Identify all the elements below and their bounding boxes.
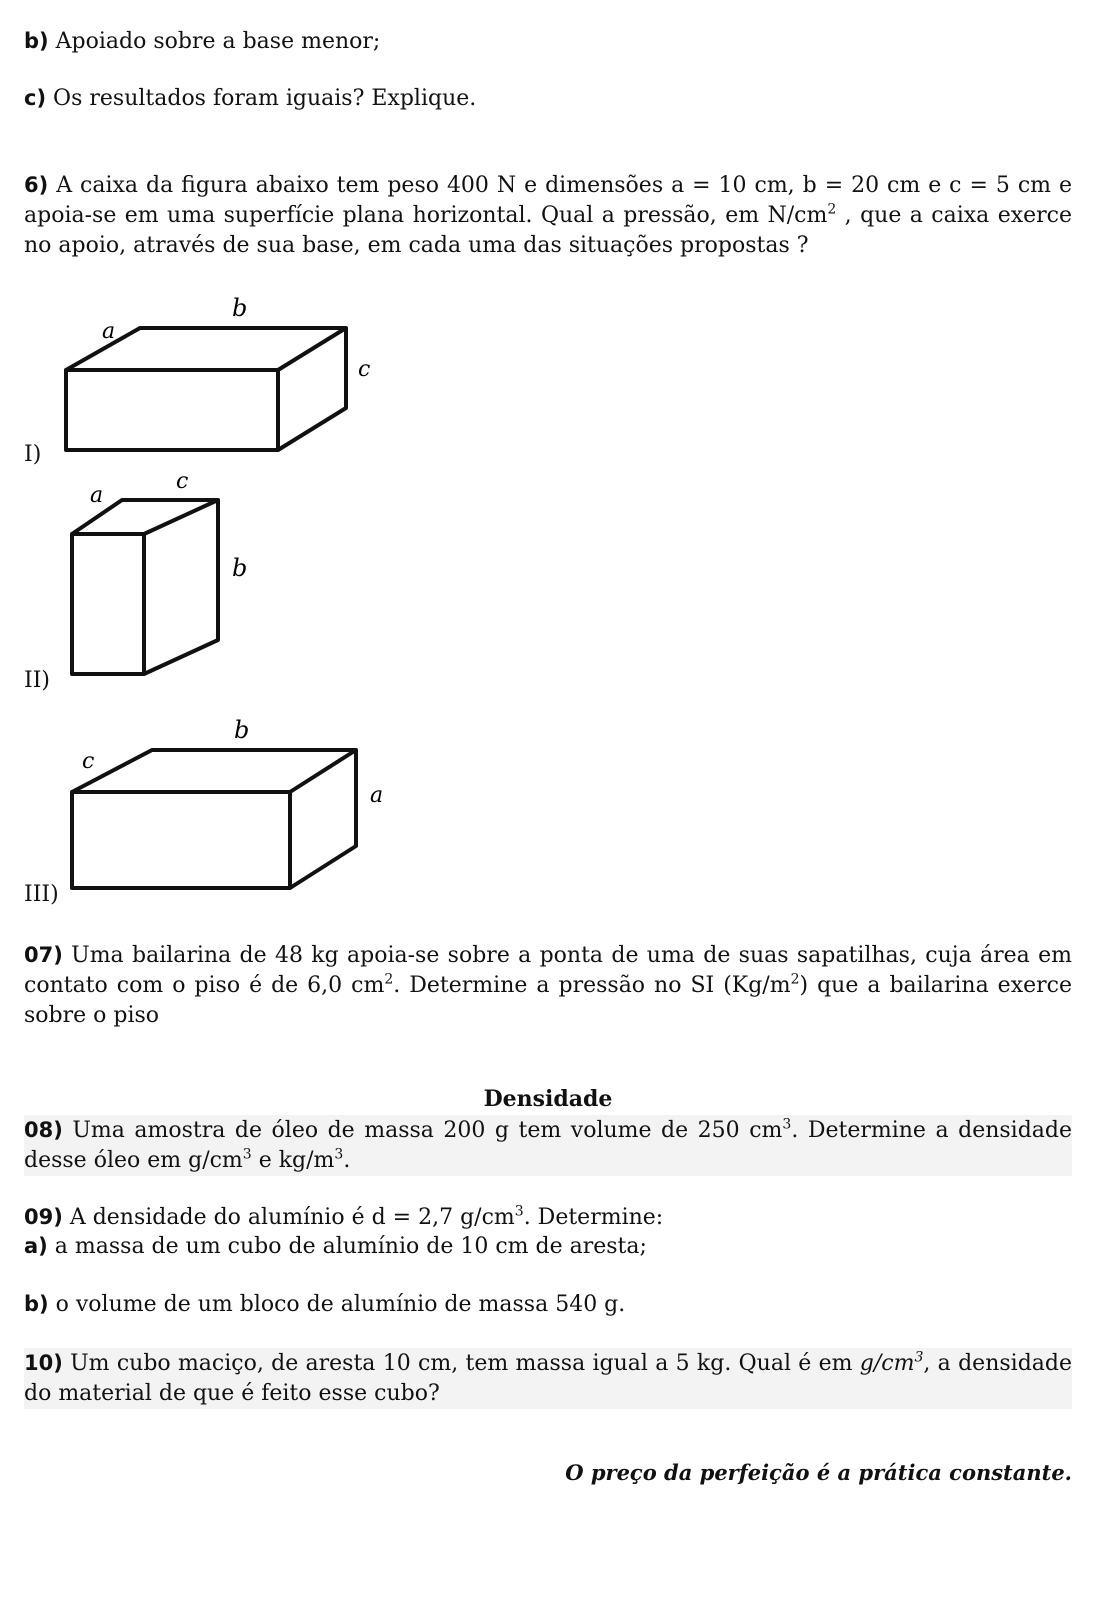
figure-1-top-label: b [232, 294, 248, 322]
q10-number: 10) [24, 1351, 63, 1375]
q9-number: 09) [24, 1205, 63, 1229]
q6-text-sup: 2 [827, 201, 837, 218]
box-1-front-face [66, 370, 278, 450]
q10-text-2: , a densidade do material de que é feito esse cubo? [24, 1351, 1072, 1406]
figure-2-top-left-label: a [90, 483, 104, 508]
q5-item-b [24, 26, 380, 57]
q8-number: 08) [24, 1118, 63, 1142]
q8-text-3: e kg/m [251, 1148, 335, 1173]
q10-text-1: Um cubo maciço, de aresta 10 cm, tem massa igual a 5 kg. Qual é em [70, 1351, 860, 1376]
figure-2-side-label: b [232, 554, 248, 582]
q9-text-1: A densidade do alumínio é d = 2,7 g/cm [69, 1205, 515, 1230]
q7-sup-1: 2 [384, 971, 394, 988]
q9-a-text: a massa de um cubo de alumínio de 10 cm de aresta; [54, 1234, 647, 1259]
q8-sup-3: 3 [334, 1146, 344, 1163]
q5-c-label: c) [24, 86, 47, 110]
figure-2-label: II) [24, 668, 50, 693]
q7-text-2: . Determine a pressão no SI (Kg/m [393, 973, 791, 998]
q8-question [24, 1115, 1072, 1176]
q7-number: 07) [24, 943, 63, 967]
q10-unit-sup: 3 [914, 1349, 924, 1366]
q6-text-1: A caixa da figura abaixo tem peso 400 N e dimensões a = 10 cm, b = 20 cm e c = 5 cm e apoia-se em uma superfície plana horizontal. Qual a pressão, em N/cm [24, 173, 1072, 228]
figure-2-box [60, 472, 280, 702]
q9-sup-1: 3 [514, 1203, 524, 1220]
figure-3-top-label: b [234, 716, 250, 744]
q9-item-b [24, 1289, 625, 1320]
box-3-front-face [72, 792, 290, 888]
figure-3-label: III) [24, 882, 59, 907]
q6-question [24, 170, 1072, 261]
figure-3-left-label: c [82, 749, 95, 774]
q9-a-label: a) [24, 1234, 48, 1258]
q7-sup-2: 2 [790, 971, 800, 988]
q9-b-label: b) [24, 1292, 49, 1316]
q5-c-text: Os resultados foram iguais? Explique. [53, 86, 477, 111]
q8-sup-2: 3 [242, 1146, 252, 1163]
figure-2-drawing [60, 472, 280, 702]
figure-1-label: I) [24, 442, 42, 467]
q7-text-3: ) que a bailarina exerce sobre o piso [24, 973, 1072, 1028]
closing-quote: O preço da perfeição é a prática constante. [565, 1460, 1072, 1485]
q8-text-4: . [343, 1148, 351, 1173]
figure-2-top-right-label: c [176, 472, 189, 494]
figure-1-drawing [60, 290, 390, 475]
figure-1-left-label: a [102, 319, 116, 344]
q5-b-label: b) [24, 29, 49, 53]
q5-b-text: Apoiado sobre a base menor; [55, 29, 381, 54]
figure-1-side-label: c [358, 357, 371, 382]
q8-text-2: . Determine a densidade desse óleo em g/cm [24, 1118, 1073, 1173]
q9-item-a [24, 1231, 647, 1262]
figure-1-box [60, 290, 390, 475]
section-title-densidade: Densidade [483, 1086, 613, 1112]
q10-question [24, 1348, 1072, 1409]
q5-item-c [24, 83, 476, 114]
figure-3-box [60, 710, 400, 900]
q9-b-text: o volume de um bloco de alumínio de massa 540 g. [55, 1292, 626, 1317]
box-2-side-face [144, 500, 218, 674]
q6-text-2: , que a caixa exerce no apoio, através de sua base, em cada uma das situações propostas ? [24, 203, 1072, 258]
box-2-front-face [72, 534, 144, 674]
figure-3-drawing [60, 710, 400, 900]
q9-question [24, 1202, 663, 1233]
q9-text-2: . Determine: [523, 1205, 664, 1230]
figure-3-side-label: a [370, 783, 384, 808]
q8-text-1: Uma amostra de óleo de massa 200 g tem volume de 250 cm [72, 1118, 783, 1143]
q6-number: 6) [24, 173, 49, 197]
box-3-top-face [72, 750, 356, 792]
box-1-side-face [278, 328, 346, 450]
q7-text-1: Uma bailarina de 48 kg apoia-se sobre a ponta de uma de suas sapatilhas, cuja área em contato com o piso é de 6,0 cm [24, 943, 1072, 998]
q8-sup-1: 3 [782, 1116, 792, 1133]
q10-unit: g/cm [859, 1351, 915, 1376]
q7-question [24, 940, 1072, 1031]
